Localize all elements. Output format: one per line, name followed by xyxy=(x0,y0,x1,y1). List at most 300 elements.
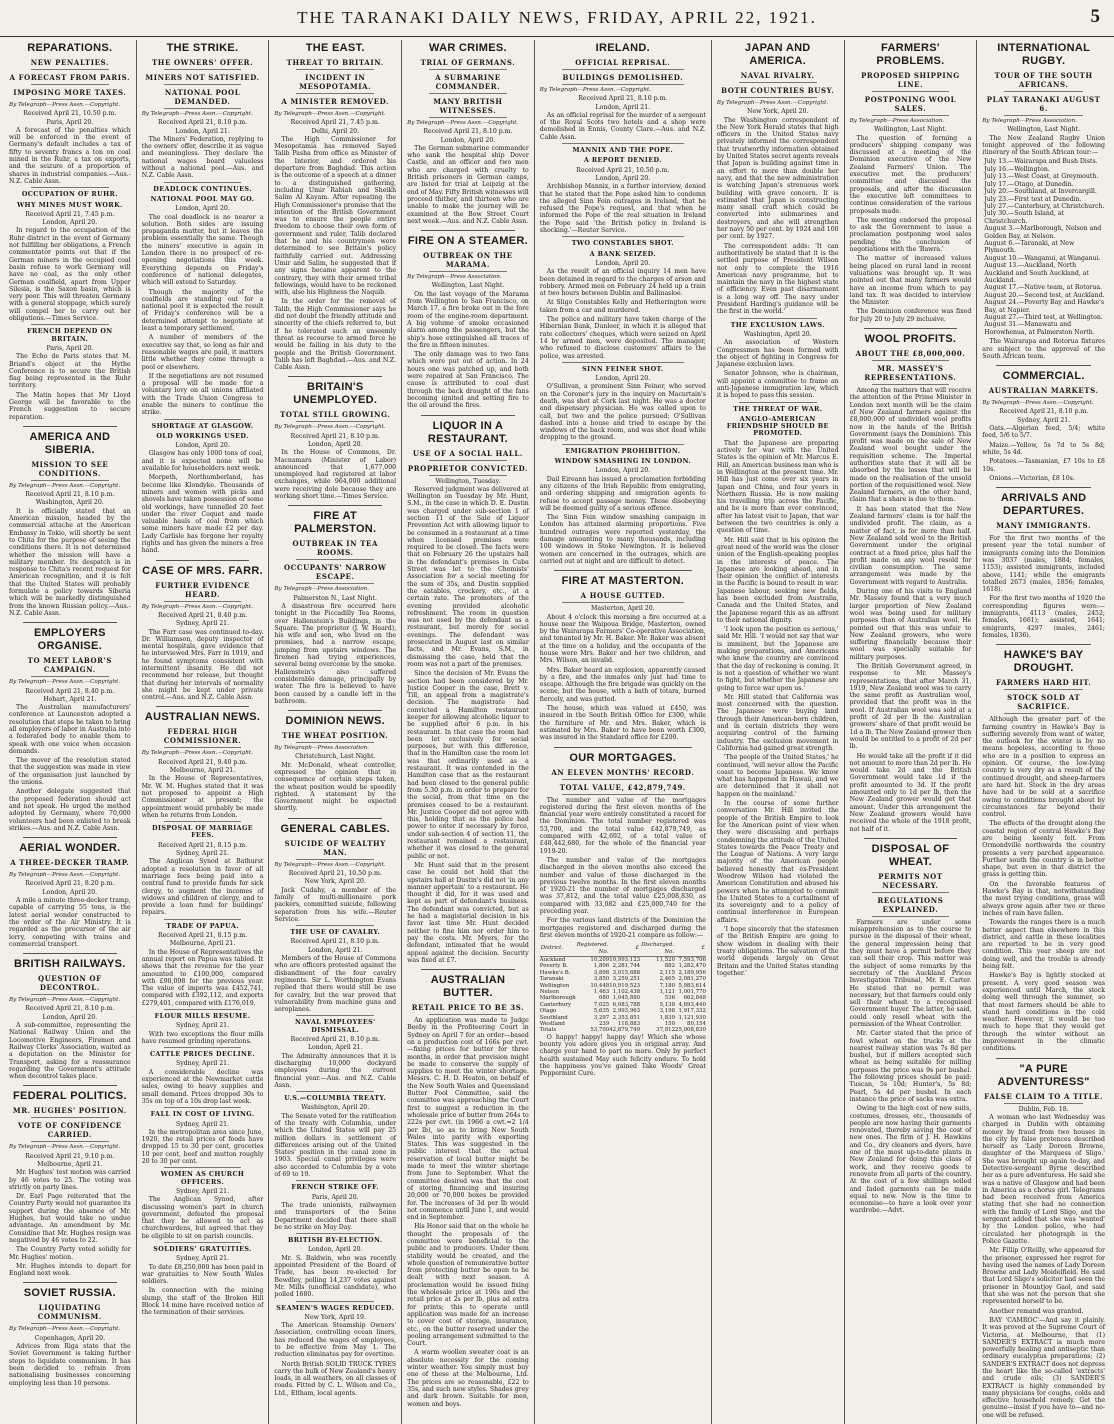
table-cell: 1,282,470 xyxy=(678,963,706,970)
article-headline: CASE OF MRS. FARR. xyxy=(142,564,263,577)
table-total-cell: Totals xyxy=(539,1027,557,1034)
table-cell: 1,806 xyxy=(593,963,610,970)
article xyxy=(9,1085,131,1277)
fixture-item: August 17.—Native team, at Rotorua. xyxy=(984,284,1103,292)
section-subheading: SOLDIERS' GRATUITIES. xyxy=(153,1245,252,1253)
section-dateline: London, April 21. xyxy=(307,946,363,954)
advertisement-paragraph: O happy! happy! happy day! Which she whose bounty you adore gives you in original array. And charge your hand to part no more. Only by perfect health sustained May such felicity endure. To hold the happiness you've gained Take Woods' Great Peppermint Cure. xyxy=(539,1033,706,1078)
article-dateline: London, April 20. xyxy=(307,440,363,448)
article-paragraph: Mr. Hill stated that California was most concerned with the question. The Japanese were buying land through their American-born children, and in certain districts they were acquiring control of the farming industry. The exclusion movement in California had gained great strength. xyxy=(716,693,839,752)
article-dateline: Christchurch, Last Night. xyxy=(295,753,376,761)
subheading-rule xyxy=(296,69,374,70)
table-cell: 5,635 xyxy=(593,1008,610,1015)
article-byline: By Telegraph—Press Assn.—Copyright. xyxy=(141,111,253,117)
article-paragraph: In connection with the mining slump, the staff of the Broken Hill Block 14 mine have received notice of the termination of their services. xyxy=(141,1287,264,1317)
table-cell: 80,154 xyxy=(687,1021,706,1028)
article-subheading: TO MEET LABOR'S CAMPAIGN. xyxy=(27,656,112,675)
section-dateline: London, April 21. xyxy=(307,1044,363,1052)
section-rule xyxy=(296,1301,374,1302)
article-headline: HAWKE'S BAY DROUGHT. xyxy=(1003,649,1084,675)
section-subheading: A REPORT DENIED. xyxy=(583,156,662,165)
subheading-rule xyxy=(31,99,109,100)
article-byline: By Telegraph—Press Association. xyxy=(982,118,1077,124)
section-rule xyxy=(164,1167,242,1168)
article-subheading: IMPOSING MORE TAXES. xyxy=(13,88,127,97)
article-subheading: USE OF A SOCIAL HALL. xyxy=(412,448,523,458)
article-headline: OUR MORTGAGES. xyxy=(569,751,677,764)
article-paragraph: Another remand was granted. xyxy=(989,1307,1084,1315)
article-divider xyxy=(554,570,692,571)
article-headline: ARRIVALS AND DEPARTURES. xyxy=(1000,492,1087,518)
section-subheading: SINN FEINER SHOT. xyxy=(582,364,664,373)
article-paragraph: Morpeth, Northumberland, has become like Klondyke. Thousands of miners and women with picks and shovels have taken possession of some old workings, have tunnelled 20 feet under the river Coquet and made valuable hauls of coal from which some miners have made £2 per day. Lady Carlisle has forgone her royalty rights and has given the miners a free hand. xyxy=(141,474,264,555)
table-cell: 1,001,770 xyxy=(678,989,706,996)
news-column xyxy=(845,40,978,1424)
subheading-rule xyxy=(296,108,374,109)
table-header-cell: District. xyxy=(540,941,576,956)
article-headline: THE EAST. xyxy=(305,42,365,54)
article-paragraph: A disastrous fire occurred here tonight in the Piccadilly Tea Rooms, over Hallenstein's Buildings, in the Square. The proprietor (J. W. Heard), his wife and son, who lived on the premises, had a narrow escape, jumping from upstairs windows. The firemen had trying experiences, several being overcome by the smoke. Hallenstein's also suffered considerable damage, principally by water. The fire is believed to have been caused by a candle left in the bathroom. xyxy=(274,602,397,705)
article-paragraph: North British SOLID TRUCK TYRES carry the bulk of New Zealand's heavy loads, in all weathers, on all classes of roads. Fitted by C. L. Wilson and Co., Ltd., Eltham, local agents. xyxy=(274,1360,397,1397)
article xyxy=(9,426,131,617)
article-divider xyxy=(288,376,382,377)
section-subheading: THE USE OF CAVALRY. xyxy=(290,928,381,937)
article-paragraph: Maize.—Yellow, 5s 7d to 5s 8d; white, 5s 4d. xyxy=(982,441,1105,456)
table-total-cell: 42,879,749 xyxy=(609,1027,641,1034)
article-paragraph: A number of members of the executive say that, so long as fair and reasonable wages are paid, it matters little whether they come through a pool or elsewhere. xyxy=(141,334,264,371)
section-dateline: London, April 20. xyxy=(595,467,651,475)
subheading-rule xyxy=(296,583,374,584)
section-rule xyxy=(164,1009,242,1010)
section-subheading: NATIONAL POOL MAY GO. xyxy=(150,194,255,203)
table-cell: Wellington xyxy=(539,982,570,989)
table-cell: 1,121 xyxy=(659,989,676,996)
article-headline: AUSTRALIAN NEWS. xyxy=(144,711,261,724)
fixture-item: August 13.—Auckland, North Auckland and South Auckland, at Auckland. xyxy=(984,262,1089,284)
mortgage-table xyxy=(540,941,706,1034)
subheading-rule xyxy=(429,1014,507,1015)
article-paragraph: In the House of Representatives, Mr. W. M. Hughes stated that it was not proposed to appoint a High Commissioner at present; the appointment would probably be made when he returns from London. xyxy=(141,775,264,819)
article-paragraph: As the result of an official inquiry 14 men have been detained in regard to the charges of arson and robbery. Armed men on February 24 held up a train at two hours between Dublin and Ballinasloe. xyxy=(539,268,706,298)
table-cell: 1,102,438 xyxy=(612,989,641,996)
subheading-rule xyxy=(31,1117,109,1118)
article-subheading: TOTAL STILL GROWING. xyxy=(280,410,391,420)
article-dateline: Paris, April 20. xyxy=(46,118,94,126)
section-rule xyxy=(164,1047,242,1048)
article-subheading: MISSION TO SEE CONDITIONS. xyxy=(31,459,109,478)
section-rule xyxy=(562,143,684,144)
article-headline: IRELAND. xyxy=(595,42,651,54)
subheading-rule xyxy=(872,360,950,361)
article-byline: By Telegraph—Press Association. xyxy=(274,745,369,752)
received-time: Received April 21, 8.10 p.m. xyxy=(423,128,513,136)
article-dateline: New York, April 20. xyxy=(304,878,366,886)
article-subheading: AN ELEVEN MONTHS' RECORD. xyxy=(551,767,695,777)
table-cell: 882 xyxy=(664,963,676,970)
received-time: Received April 21, 8.40 p.m. xyxy=(157,611,248,619)
table-cell: 10,448 xyxy=(590,982,610,989)
section-dateline: London, April 20. xyxy=(595,375,651,383)
article-paragraph: The Anglican Synod at Bathurst adopted a resolution in favor of all marriage fees being paid into a central fund to provide funds for sick clergy, to augment the incomes of widows and children of clergy, and to provide a loan fund for buildings' repairs. xyxy=(141,858,264,917)
article-paragraph: A warm woollen sweater coat is an absolute necessity for the coming winter weather. You simply must buy one of these at the Melbourne, Ltd. The prices are so reasonable, £22 to 35s, and such new styles. Shades grey and dark brown. Suitable for men, women and boys. xyxy=(407,1349,529,1408)
article-divider xyxy=(23,837,117,838)
article-headline: FEDERAL POLITICS. xyxy=(13,1090,127,1103)
subheading-rule xyxy=(1004,713,1083,714)
article-headline: DOMINION NEWS. xyxy=(285,715,386,728)
article-headline: FIRE AT MASTERTON. xyxy=(561,575,685,588)
subheading-rule xyxy=(1004,532,1083,533)
article-dateline: London, April 21. xyxy=(175,127,230,135)
article-paragraph: The trade unionists, railwaymen and transporters of the Seine Department decided that there shall be no strike on May Day. xyxy=(274,1201,397,1231)
article-dateline: London, April 21. xyxy=(595,103,651,111)
article-byline: By Telegraph—Press Association. xyxy=(407,274,502,281)
section-rule xyxy=(164,821,242,822)
table-cell: 3,259,251 xyxy=(612,976,641,983)
article-subheading: AUSTRALIAN MARKETS. xyxy=(988,386,1099,396)
table-row xyxy=(540,957,706,964)
article-byline: By Telegraph—Press Assn.—Copyright. xyxy=(407,120,519,126)
section-rule xyxy=(164,919,242,920)
article-paragraph: The New Zealand Rugby Union tonight approved of the following itinerary of the South African tour:— xyxy=(982,134,1105,157)
article xyxy=(717,42,839,977)
table-cell: Westland xyxy=(539,1021,565,1028)
table-cell: Canterbury xyxy=(539,1001,572,1008)
article-headline: WOOL PROFITS. xyxy=(864,333,957,346)
subheading-rule xyxy=(429,460,507,461)
article-subheading: BUILDINGS DEMOLISHED. xyxy=(562,73,684,82)
subheading-rule xyxy=(296,859,374,860)
article-headline: JAPAN AND AMERICA. xyxy=(744,42,811,67)
subheading-rule xyxy=(164,84,242,85)
article xyxy=(9,42,131,421)
advertisement-paragraph: Owing to the high cost of new suits, costumes, dresses, etc., thousands of people are now having their garments renovated, thereby saving the cost of new ones. The firm of J. H. Hawkins and Co., dry cleaners and dyers, have one of the most up-to-date plants in New Zealand for doing this class of work, and they receive goods to renovate from all parts of the country. At the cost of a few shillings soiled and faded garments can be made equal to new. Now is the time to economise—to have a look over your wardrobe.—Advt. xyxy=(849,1105,972,1215)
article-subheading: MANY IMMIGRANTS. xyxy=(996,521,1092,531)
subheading-rule xyxy=(296,421,374,422)
section-rule xyxy=(562,362,684,363)
table-total-cell: 53,700 xyxy=(590,1027,610,1034)
section-subheading: WHY MINES MUST WORK. xyxy=(16,200,123,209)
article-subheading: A MINISTER REMOVED. xyxy=(281,97,390,106)
subheading-rule xyxy=(31,69,109,70)
article-subheading: FALSE CLAIM TO A TITLE. xyxy=(984,1091,1104,1101)
article-subheading: MANY BRITISH WITNESSES. xyxy=(433,97,503,115)
article-headline: BRITISH RAILWAYS. xyxy=(14,958,126,971)
article xyxy=(982,365,1105,482)
fixture-item: July 13.—Wairarapa and Bush Dists. xyxy=(984,158,1098,166)
article-subheading: THREAT TO BRITAIN. xyxy=(286,58,384,67)
article-paragraph: 'The people of the United States,' he continued, 'will never allow the Pacific coast to become Japanese. We know what has happened in Hawaii, and we are determined that it shall not happen on the mainland.' xyxy=(716,754,839,798)
article-paragraph: If the negotiations are not resumed a proposal will be made for a voluntary levy on all unions affiliated with the Trade Union Congress to enable the miners to continue the strike. xyxy=(141,372,264,417)
section-dateline: London, April 20. xyxy=(175,442,230,450)
section-subheading: EMIGRATION PROHIBITION. xyxy=(565,446,681,455)
subheading-rule xyxy=(562,602,684,603)
article-headline: FIRE ON A STEAMER. xyxy=(407,235,528,248)
section-dateline: Melbourne, April 21. xyxy=(169,940,236,948)
subheading-rule xyxy=(1004,115,1083,116)
received-time: Received April 21, 8.15 p.m. xyxy=(157,932,248,940)
newspaper-title: THE TARANAKI DAILY NEWS, FRIDAY, APRIL 22, 1921. xyxy=(297,8,817,27)
article-paragraph: The question of forming a producers' shipping company was discussed at a meeting of the Dominion executive of the New Zealand Farmers' Union. The executive met the producers' committee and discussed the proposals, and after the discussion the executive left committees to continue consideration of the various proposals made. xyxy=(849,134,972,215)
table-cell: Southland xyxy=(539,1014,568,1021)
table-total-cell: 25,008,830 xyxy=(675,1027,706,1034)
article-divider xyxy=(421,415,515,416)
subheading-rule xyxy=(296,559,374,560)
article-paragraph: Mr. Hill said that in his opinion the great need of the world was the closer union of the English-speaking peoples in the interests of peace. The Japanese are looking ahead, and in their opinion the conflict of interests in the Pacific is bound to result in war. Japanese labour, seeking new fields, has been excluded from Australia, Canada and the United States, and the Japanese regard this as an affront to their national dignity. xyxy=(716,536,839,624)
article-paragraph: Archbishop Mannix, in a further interview, denied that he stated that the Pope asked him to condemn the alleged Sinn Fein outrages in Ireland, that he refused the Pope's request, and that when he informed the Pope of the real situation in Ireland the Pope said 'the British policy in Ireland is shocking.'—Reuter Service. xyxy=(539,183,706,235)
received-time: Received April 21, 8.10 p.m. xyxy=(290,432,380,440)
article-byline: By Telegraph—Press Assn.—Copyright. xyxy=(274,861,386,868)
article-subheading: OUTBREAK IN TEA ROOMS. xyxy=(292,539,378,558)
table-cell: Auckland xyxy=(539,957,566,964)
article-divider xyxy=(996,644,1091,645)
article xyxy=(9,1282,131,1386)
table-cell: 3,898 xyxy=(593,969,610,976)
received-time: Received April 21, 8.10 p.m. xyxy=(157,119,248,127)
news-column xyxy=(535,40,712,1424)
article-paragraph: BAY 'CAMROC'—And say it plainly. It was proved at the Supreme Court of Victoria, at Melbourne, that (1) SANDER'S EXTRACT is much more powerfully healing and antiseptic than ordinary eucalyptus preparations; (2) SANDER'S EXTRACT does not depress the heart like the so-called 'extracts' and crude oils; (3) SANDER'S EXTRACT is highly commended by many physicians for coughs, colds and effective household remedy. Get the genuine—insist if you have to—and no-one will be refused. xyxy=(982,1316,1105,1419)
subheading-rule xyxy=(872,916,950,917)
article-paragraph: Potatoes.—Tasmanian, £7 10s to £8 10s. xyxy=(982,458,1105,473)
article-subheading: REGULATIONS EXPLAINED. xyxy=(877,895,944,914)
article-dateline: Palmerston N., Last Night. xyxy=(293,594,377,602)
article-dateline: Washington, April 20. xyxy=(35,499,104,507)
subheading-rule xyxy=(31,1141,109,1142)
article-subheading: POSTPONING WOOL SALES. xyxy=(864,95,957,113)
article xyxy=(982,42,1105,360)
article-headline: WAR CRIMES. xyxy=(429,42,507,54)
section-rule xyxy=(296,1180,374,1181)
article-paragraph: Dail Eireann has issued a proclamation forbidding any citizens of the Irish Republic from emigrating, and ordering shipping and emigration agents to refuse to accept passage money. Those disobeying will be deemed guilty of a serious offence. xyxy=(539,475,706,512)
article-paragraph: The number and value of the mortgages discharged in the eleven months also exceed the number and value of those discharged in the previous twelve months. In the first eleven months of 1920-21 the number of mortgages discharged was 37,812, and the total value £25,008,830, as compared with 33,082 and £25,000,740 for the preceding year. xyxy=(539,856,706,916)
table-cell: 118,883 xyxy=(617,1021,641,1028)
section-dateline: London, April 20. xyxy=(307,1246,363,1254)
section-rule xyxy=(296,1233,374,1234)
article-subheading: STOCK SOLD AT SACRIFICE. xyxy=(1007,693,1081,712)
article xyxy=(407,230,529,409)
subheading-rule xyxy=(1004,397,1083,398)
received-time: Received April 21, 9.10 p.m. xyxy=(25,1152,115,1160)
table-row xyxy=(540,963,706,969)
received-time: Received April 21, 10.50 p.m. xyxy=(23,110,117,118)
article-subheading: FEDERAL HIGH COMMISSIONER. xyxy=(163,727,242,746)
article-paragraph: The German submarine commander who sank the hospital ship Dover Castle, and an officer and two men who are charged with cruelty to British prisoners in German camps, are listed for trial at Leipzig at the end of May. Fifty British witnesses will proceed thither, and thirteen who are unable to make the journey will be examined at the Bow Street Court next week.—Aus. and N.Z. Cable Assn. xyxy=(407,144,529,225)
article-subheading: RETAIL PRICE TO BE 3S. xyxy=(411,1003,525,1013)
article-paragraph: On the favorable features of Hawke's Bay is that, notwithstanding the most trying conditions, grass will always grow again after two or three inches of rain have fallen. xyxy=(982,880,1105,917)
article-paragraph: Dr. Earl Page reiterated that the Country Party would not guarantee its support during the absence of Mr. Hughes, but would take no undue advantage. An amendment by Mr. Considine that Mr. Hughes resign was negatived by 46 votes to 22. xyxy=(9,1193,131,1244)
article-paragraph: The British Government agreed, in response to Mr. Massey's representations, that after March 31, 1919, New Zealand wool was to carry the same profit as Australian wool, provided that the profit was in the wool. If Australian wool was sold at a profit of 2d per lb the Australian growers' share of that profit would be 1d a lb. The New Zealand grower then would be entitled to a profit of 2d per lb. xyxy=(849,663,972,751)
table-cell: 5,983,614 xyxy=(678,982,706,989)
article-dateline: Masterton, April 20. xyxy=(591,605,655,613)
table-header-cell: £ xyxy=(609,941,640,956)
article-paragraph: The Echo de Paris states that M. Briand's object at the Hythe Conference is to secure the British flag being represented in the Ruhr territory. xyxy=(9,353,131,390)
article xyxy=(142,706,264,1316)
subheading-rule xyxy=(31,1323,109,1324)
received-time: Received April 21, 10.50 p.m. xyxy=(576,166,670,174)
article-subheading: A SUBMARINE COMMANDER. xyxy=(435,73,501,91)
article-paragraph: Mrs. Baker heard an explosion, apparently caused by a fire, and the inmates only just had time to escape. Although the fire brigade was quickly on the scene, but the house, with a bath of totara, burned fiercely, and was gutted. xyxy=(539,666,706,703)
article-paragraph: A sub-committee, representing the National Railway Union and the Locomotive Engineers, Firemen and Railway Clerks' Association, waited as a deputation on the Minister for Transport, asking for a reassurance regarding the Government's attitude when decontrol takes place. xyxy=(9,1022,131,1081)
section-subheading: FALL IN COST OF LIVING. xyxy=(150,1110,255,1119)
section-rule xyxy=(164,419,242,420)
article-headline: EMPLOYERS ORGANISE. xyxy=(33,627,106,653)
article-dateline: New York, April 20. xyxy=(747,108,809,116)
masthead xyxy=(0,0,1114,37)
section-subheading: ANGLO-AMERICAN FRIENDSHIP SHOULD BE PROMOTED. xyxy=(726,414,829,438)
subheading-rule xyxy=(872,892,950,893)
article-paragraph: To date £8,250,000 has been paid in war gratuities to New South Wales soldiers. xyxy=(141,1263,264,1286)
article-headline: THE STRIKE. xyxy=(166,42,239,54)
subheading-rule xyxy=(164,601,242,602)
article xyxy=(850,42,972,323)
subheading-rule xyxy=(1004,91,1083,92)
article-subheading: BOTH COUNTRIES BUSY. xyxy=(721,86,835,95)
article-divider xyxy=(23,426,117,427)
article-divider xyxy=(421,230,515,231)
section-rule xyxy=(562,236,684,237)
subheading-rule xyxy=(31,994,109,995)
article-subheading: MINERS NOT SATISFIED. xyxy=(145,73,260,82)
article-paragraph: A considerable decline was experienced at the Newmarket cattle sales, owing to heavy supplies and small demand. Prices dropped 30s to 35s on top of a 10s drop last week. xyxy=(141,1068,264,1105)
article-paragraph: That the Japanese are preparing actively for war with the United States is the opinion of Mr. Marcus E. Hill, an American business man who is in Wellington at the present time. Mr. Hill has just come over six years in Japan and China, and four years in Northern Russia. He is now making his travelling trip across the Pacific, and he is more than ever convinced, after his latest visit to Japan, that war between the two countries is only a question of time. xyxy=(716,439,839,535)
table-cell: 2,081,270 xyxy=(678,976,706,983)
article xyxy=(142,42,264,555)
article-paragraph: Mr. Fillip O'Reilly, who appeared for the prisoner, expressed her regret for having used the names of Lady Doreen Browne and Lady Moidelfield. He said that Lord Sligo's solicitor had seen the prisoner in Mountjoy Gaol, and said that she was not the person that she represented herself to be. xyxy=(982,1247,1105,1306)
article-headline: BRITAIN'S UNEMPLOYED. xyxy=(293,381,378,407)
table-cell: 2,993,963 xyxy=(612,1008,641,1015)
article-paragraph: It has been stated that the New Zealand farmers' claim is for half the undivided profit. The claim, as a matter of fact, is for more than half. New Zealand sold wool to the British Government under the original contract at a fixed price, plus half the profit made on any wool resold for civilian consumption. The same arrangement was made by the Government with regard to Australia. xyxy=(849,505,972,586)
section-subheading: MANNIX AND THE POPE. xyxy=(572,146,674,155)
article-paragraph: For the various land districts of the Dominion the mortgages registered and discharged during the first eleven months of 1920-21 compare as follow:— xyxy=(539,917,706,939)
subheading-rule xyxy=(739,82,817,83)
article-headline: INTERNATIONAL RUGBY. xyxy=(997,42,1091,67)
article-paragraph: The American Steamship Owners' Association, controlling ocean liners, has reduced the wages of employees, to be effective from May 1. The reduction eliminates pay for overtime. xyxy=(274,1322,397,1359)
article xyxy=(142,560,264,702)
article-divider xyxy=(288,505,382,506)
article-paragraph: O'Sullivan, a prominent Sinn Feiner, who served on the Coroner's jury in the inquiry on Macurtain's death, was shot at Cork last night. He was a doctor and dispensary physician. He was called upon to call, but two and the police pursued; O'Sullivan dashed into a house and tried to escape by the windows of the back room, and was shot dead while dropping to the ground. xyxy=(539,383,706,442)
section-dateline: Sydney, April 21. xyxy=(175,850,230,858)
article-headline: FIRE AT PALMERSTON. xyxy=(294,510,377,536)
section-rule xyxy=(31,187,109,188)
section-rule xyxy=(164,1107,242,1108)
article-paragraph: 'I look upon the position as serious,' said Mr. Hill. 'I would not say that war is imminent, but the Japanese are making preparations, and Americans who know the country are convinced that the day of reckoning is coming. It is not a question of whether we want to fight, but whether the Japanese are going to force war upon us.' xyxy=(716,626,839,692)
table-cell: 1,839 xyxy=(659,1014,676,1021)
section-rule xyxy=(164,182,242,183)
article-subheading: OUTBREAK ON THE MARAMA. xyxy=(423,251,513,270)
section-dateline: Sydney, April 21. xyxy=(175,1120,230,1128)
article-paragraph: The house, which was valued at £450, was insured in the South British Office for £300, while the furniture of Mr. and Mrs. Baker, which is estimated by Mrs. Baker to have been worth £300, was insured in the Standard office for £200. xyxy=(539,705,706,742)
article-paragraph: Mr. Hunt said that in the present case he could not hold that the upstairs hall at Dustin's did not 'in any manner appertain' to a restaurant. He thought it did, for it was used and kept as part of defendant's business. The defendant was convicted, but as he had a magisterial decision in his favor last time Mr. Hunt decided neither to fine him nor order him to pay the costs. Mr. Myers, for the defendant, intimated that he would appeal against the decision. Security was fixed at £7. xyxy=(407,861,529,964)
section-subheading: THE EXCLUSION LAWS. xyxy=(730,320,825,329)
section-subheading: TWO CONSTABLES SHOT. xyxy=(571,239,674,248)
article-divider xyxy=(23,1085,117,1086)
article-paragraph: The Dominion conference was fixed for July 20 to July 29 inclusive. xyxy=(849,308,972,323)
table-cell: 11,520 xyxy=(656,957,676,964)
article-paragraph: Mr. McDonald, wheat controller, expressed the opinion that in consequence of certain steps taken, the wheat position would be speedily righted. A statement by the Government might be expected shortly. xyxy=(274,761,397,813)
article-paragraph: For the first two months of the present year the total number of immigrants coming into the Dominion was 3037 (males, 1884; females, 1153); assisted immigrants, included above, 1141; while the emigrants totalled 2673 (males, 1856; females, 1618). xyxy=(982,535,1105,594)
section-dateline: Sydney, April 21. xyxy=(175,1022,230,1030)
article xyxy=(540,42,706,565)
article-subheading: MR. MASSEY'S REPRESENTATIONS. xyxy=(864,364,957,383)
article-paragraph: In the course of some further conversation Mr. Hill invited the people of the British Empire to look for the American point of view when they were discussing and perhaps condemning the attitude of the United States towards the Peace Treaty and the League of Nations. A very large majority of the American people believed honestly that ex-President Woodrow Wilson had violated the American Constitution and abused his powers when he attempted to commit the United States to a curtailment of its sovereignty and to a policy of continual interference in European affairs. xyxy=(716,800,839,924)
article-divider xyxy=(554,747,692,748)
article-paragraph: Though the majority of the coalfields are standing out for a national pool it is expected the result of Friday's conference will be a determined attempt to negotiate at least a temporary settlement. xyxy=(141,288,264,333)
table-cell: 2,189,956 xyxy=(678,969,706,976)
article-subheading: OCCUPANTS' NARROW ESCAPE. xyxy=(284,563,387,582)
table-cell: 1,463 xyxy=(593,989,610,996)
article xyxy=(9,953,131,1080)
table-header-row xyxy=(540,941,706,956)
article-paragraph: The mover of the resolution stated that the suggestion was made in view of the organisation just launched by the unions. xyxy=(9,757,131,787)
article-subheading: A HOUSE GUTTED. xyxy=(580,591,666,601)
section-subheading: FLOUR MILLS RESUME. xyxy=(154,1011,251,1020)
table-cell: 3,198 xyxy=(659,1008,676,1015)
received-time: Received April 21, 8.10 p.m. xyxy=(999,408,1089,416)
article xyxy=(274,42,396,371)
article-byline: By Telegraph—Press Assn.—Copyright. xyxy=(274,111,386,117)
subheading-rule xyxy=(164,747,242,748)
article xyxy=(274,376,396,500)
article-subheading: FURTHER EVIDENCE HEARD. xyxy=(155,580,250,599)
article-paragraph: The Farr case was continued to-day. Dr. Williamson, deputy inspector of mental hospitals, gave evidence that he interviewed Mrs. Farr in 1919, and he found symptoms consistent with intermittent insanity. He did not recommend her release, but thought that during her intervals of normality she might be kept under private control.—Aus. and N.Z. Cable Assn. xyxy=(141,628,264,702)
section-dateline: Sydney, April 21. xyxy=(175,1187,230,1195)
section-rule xyxy=(562,444,684,445)
article-subheading: THE WHEAT POSITION. xyxy=(282,731,389,741)
received-time: Received April 21, 8.10 p.m. xyxy=(25,1005,115,1013)
article-paragraph: Members of the House of Commons who are officers protested against the disbandment of the four cavalry regiments. Sir L. Worthington Evans replied that there would still be use for cavalry, but the war proved that vulnerability from machine guns and aeroplanes. xyxy=(274,955,397,1014)
section-subheading: WOMEN AS CHURCH OFFICERS. xyxy=(160,1170,245,1186)
table-cell: 5,138 xyxy=(659,1001,676,1008)
article-paragraph: The Sinn Fein window smashing campaign in London has attained alarming proportions. Five hundred outrages were reported yesterday, the damage amounting to many thousands, including 100 windows in Stoke Newington. It is believed women are concerned in the outrages, which are carried out at night and are difficult to detect. xyxy=(539,514,706,565)
article-paragraph: Hawke's Bay is lightly stocked at present. A very good season was experienced until March, the stock doing well through the summer, so that most farmers should be able to stand hard conditions in the cold weather. However, it would be too much to hope that they would get through the winter without an improvement in the climatic conditions. xyxy=(982,972,1105,1053)
article-subheading: INCIDENT IN MESOPOTAMIA. xyxy=(299,73,372,91)
table-cell: 10,209 xyxy=(590,957,610,964)
subheading-rule xyxy=(429,69,507,70)
article-paragraph: Reserved judgment was delivered at Wellington on Tuesday by Mr. Hunt, S.M., in the case in which D. E. Dustin was charged under sub-section 1 of section 11 of the Sale of Liquor Prevention Act with allowing liquor to be consumed in a restaurant at a time when licensed premises were required to be closed. The facts were that on February 26 the upstairs hall in the defendant's premises in Cuba Street was let to the Chemists' Association for a social meeting for the sum of 35s, and Dustin supplied the eatables, crockery, etc., at a certain rate. The promoters of the evening provided alcoholic refreshment. The room in question was not used by the defendant as a restaurant, but merely for social evenings. The defendant was prosecuted in August last on similar facts, and Mr. Evans, S.M., in dismissing the case, held that the room was not a part of the premises. xyxy=(407,485,529,668)
section-subheading: NAVAL EMPLOYEES' DISMISSAL. xyxy=(294,1018,376,1034)
subheading-rule xyxy=(1004,1103,1083,1104)
subheading-rule xyxy=(562,84,684,85)
article-subheading: THE OWNERS' OFFER. xyxy=(151,58,254,67)
section-subheading: TRADE OF PAPUA. xyxy=(166,921,239,930)
fixture-item: August 10.—Wanganui, at Wanganui. xyxy=(984,254,1101,262)
subheading-rule xyxy=(872,384,950,385)
subheading-rule xyxy=(429,117,507,118)
article-paragraph: The Admiralty announces that it is discharging 10,000 dockyard employees during the current financial year.—Aus. and N.Z. Cable Assn. xyxy=(274,1052,397,1089)
subheading-rule xyxy=(31,480,109,481)
fixture-item: August 6.—Taranaki, at New Plymouth. xyxy=(984,239,1075,255)
table-cell: 10,919,523 xyxy=(609,982,641,989)
news-columns xyxy=(4,40,1110,1419)
article-subheading: SUICIDE OF WEALTHY MAN. xyxy=(284,838,386,857)
article-paragraph: Mr. Carter stated that the price of fowl wheat on the trucks at the nearest railway station was 7s 8d per bushel, but if millers accepted such wheat as being suitable for milling purposes the price was 9s per bushel. The following prices should be paid: Tuscan, 5s 10d; Hunter's, 5s 8d; Pearl, 5s 4d per bushel. In each instance the price of sacks was extra. xyxy=(849,1030,972,1103)
article-paragraph: An association of Western Congressmen has been formed with the object of fighting in Congress for Japanese exclusion laws. xyxy=(716,339,839,369)
section-rule xyxy=(31,324,109,325)
article-paragraph: In the metropolitan area since June, 1920, the retail prices of foods have dropped 15 to 30 per cent, groceries 10 per cent, beef and mutton roughly 20 to 30 per cent. xyxy=(141,1128,264,1166)
section-subheading: FRENCH DEPEND ON BRITAIN. xyxy=(27,327,113,343)
article-paragraph: The Anglican Synod, after discussing women's part in church government, defeated the proposal that they be allowed to act as churchwardens, but agreed that they be eligible to sit on parish councils. xyxy=(141,1196,264,1240)
article-paragraph: Among the matters that will receive the attention of the Prime Minister in London next month will be the claim of New Zealand farmers against the £8,000,000 of undivided wool profits now in the hands of the British Government (says the Dominion). This profit was made on the sale of New Zealand wool bought under the requisition scheme. The Imperial authorities state that it will all be absorbed by the losses that will be made on the realisation of the unsold portion of the requisitioned wool. New Zealand farmers, on the other hand, claim that a share is due to them. xyxy=(849,387,972,504)
section-subheading: THE THREAT OF WAR. xyxy=(733,404,823,413)
article-subheading: FARMERS HARD HIT. xyxy=(995,678,1092,688)
article xyxy=(9,622,131,832)
article-divider xyxy=(156,706,250,707)
article-paragraph: With two exceptions the flour mills have resumed grinding operations. xyxy=(141,1030,264,1045)
section-subheading: BRITISH BY-ELECTION. xyxy=(288,1236,383,1245)
section-rule xyxy=(296,925,374,926)
article-byline: By Telegraph—Press Association. xyxy=(849,118,945,124)
article-byline: By Telegraph—Press Assn.—Copyright. xyxy=(9,872,121,879)
article-divider xyxy=(288,818,382,819)
